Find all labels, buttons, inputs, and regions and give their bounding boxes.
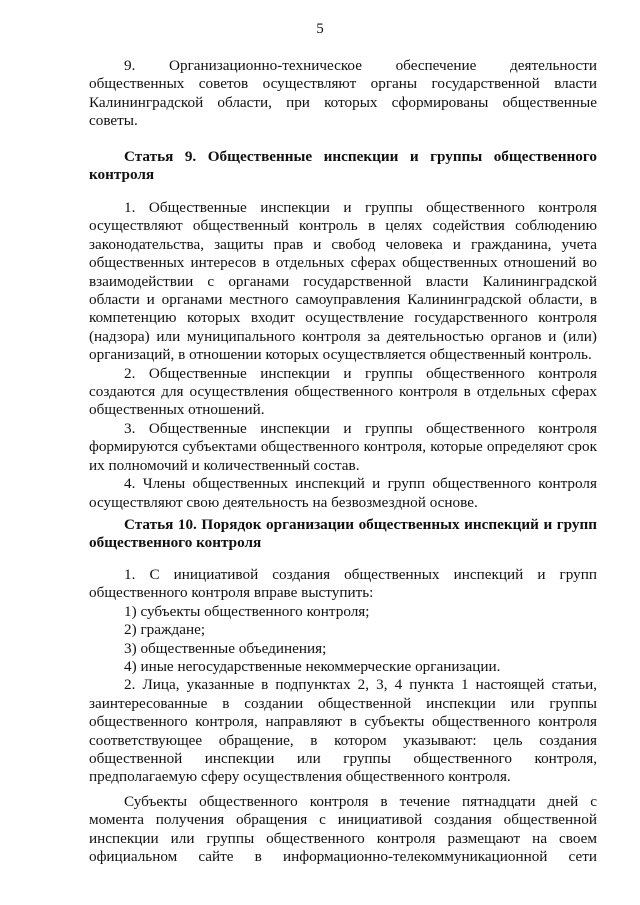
paragraph-9: 9. Организационно-техническое обеспечение деятельности общественных советов осуществляют органы государственной власти Калининградской области, при которых сформированы общественные советы. [89,57,597,130]
article-9-title: Статья 9. Общественные инспекции и группы общественного контроля [89,148,597,184]
article-9-body [89,199,597,512]
page-number: 5 [316,21,324,37]
article-9-paragraph-3: 3. Общественные инспекции и группы общественного контроля формируются субъектами общественного контроля, которые определяют срок их полномочий и количественный состав. [89,419,597,474]
article-9-paragraph-1: 1. Общественные инспекции и группы общественного контроля осуществляют общественный контроль в целях содействия соблюдению законодательства, защиты прав и свобод человека и гражданина, учета общественных интересов в отдельных сферах общественных отношений во взаимодействии с органами государственной власти Калининградской области и органами местного самоуправления Калининградской области, в компетенцию которых входит осуществление государственного контроля (надзора) или муниципального контроля за деятельностью органов и (или) организаций, в отношении которых осуществляется общественный контроль. [89,199,597,364]
article-10-item-2: 2) граждане; [124,621,206,639]
article-10-title: Статья 10. Порядок организации общественных инспекций и групп общественного контроля [89,516,597,552]
article-10-paragraph-1: 1. С инициативой создания общественных инспекций и групп общественного контроля вправе выступить: [89,566,597,602]
article-10-paragraph-3: Субъекты общественного контроля в течение пятнадцати дней с момента получения обращения с инициативой создания общественной инспекции или группы общественного контроля размещают на своем официальном сайте в информационно-телекоммуникационной сети [89,792,597,866]
article-10-item-4: 4) иные негосударственные некоммерческие организации. [124,658,501,676]
article-9-paragraph-2: 2. Общественные инспекции и группы общественного контроля создаются для осуществления общественного контроля в отдельных сферах общественных отношений. [89,364,597,419]
paragraph-9-block [89,57,597,131]
article-10-body [89,566,597,867]
article-10-item-3: 3) общественные объединения; [124,639,327,657]
article-10-item-1: 1) субъекты общественного контроля; [124,602,370,620]
article-9-paragraph-4: 4. Члены общественных инспекций и групп общественного контроля осуществляют свою деятельность на безвозмездной основе. [89,475,597,511]
article-10-paragraph-2: 2. Лица, указанные в подпунктах 2, 3, 4 пункта 1 настоящей статьи, заинтересованные в создании общественной инспекции или группы общественного контроля, направляют в субъекты общественного контроля соответствующее обращение, в котором указывают: цель создания общественной инспекции или группы общественного контроля, предполагаемую сферу осуществления общественного контроля. [89,676,597,786]
